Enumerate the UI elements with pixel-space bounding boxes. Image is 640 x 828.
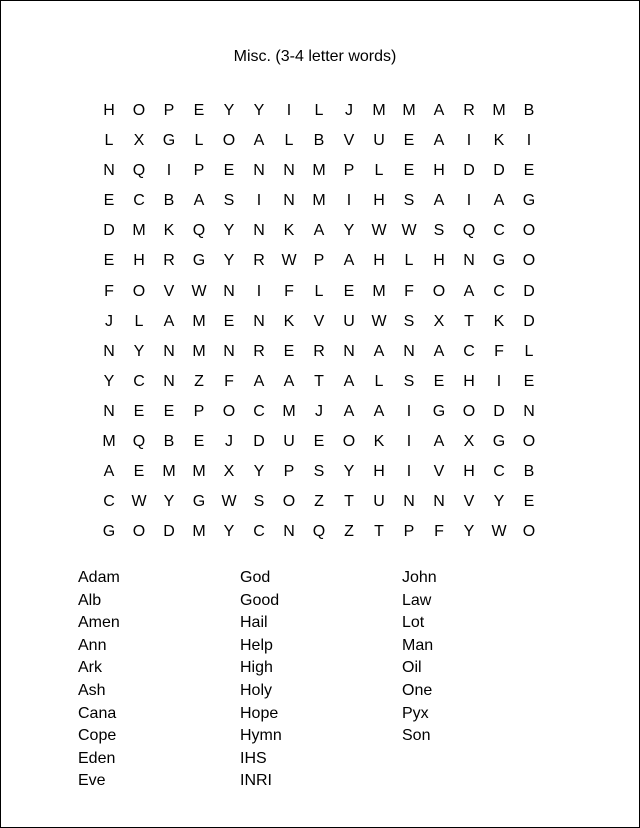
grid-letter: M bbox=[132, 222, 146, 240]
grid-letter: I bbox=[166, 162, 172, 180]
grid-letter: G bbox=[522, 192, 536, 210]
grid-letter: W bbox=[371, 312, 387, 330]
grid-letter: H bbox=[373, 192, 385, 210]
grid-letter: U bbox=[343, 312, 355, 330]
word-list-item: Law bbox=[402, 591, 432, 609]
grid-letter: L bbox=[374, 162, 384, 180]
grid-letter: O bbox=[222, 402, 236, 420]
grid-letter: M bbox=[312, 192, 326, 210]
grid-letter: E bbox=[313, 433, 325, 451]
word-list-item: Ann bbox=[78, 636, 107, 654]
grid-letter: Y bbox=[223, 222, 235, 240]
grid-letter: L bbox=[524, 342, 534, 360]
grid-letter: N bbox=[403, 493, 415, 511]
grid-letter: K bbox=[163, 222, 175, 240]
grid-letter: T bbox=[314, 372, 324, 390]
grid-row bbox=[94, 130, 544, 160]
grid-letter: O bbox=[222, 132, 236, 150]
word-list-item: Ash bbox=[78, 681, 106, 699]
grid-letter: C bbox=[133, 192, 145, 210]
grid-letter: E bbox=[133, 402, 145, 420]
grid-letter: D bbox=[103, 222, 115, 240]
grid-letter: E bbox=[403, 162, 415, 180]
grid-letter: A bbox=[373, 342, 385, 360]
grid-letter: N bbox=[253, 222, 265, 240]
word-list-item: Hope bbox=[240, 704, 279, 722]
grid-letter: I bbox=[406, 402, 412, 420]
word-list-item: Holy bbox=[240, 681, 273, 699]
grid-letter: K bbox=[283, 222, 295, 240]
grid-letter: H bbox=[433, 252, 445, 270]
grid-letter: G bbox=[192, 493, 206, 511]
grid-letter: H bbox=[373, 252, 385, 270]
grid-letter: N bbox=[283, 192, 295, 210]
grid-letter: C bbox=[253, 402, 265, 420]
grid-letter: O bbox=[522, 252, 536, 270]
grid-letter: P bbox=[403, 523, 415, 541]
grid-letter: E bbox=[223, 162, 235, 180]
grid-letter: N bbox=[223, 342, 235, 360]
grid-letter: N bbox=[103, 402, 115, 420]
grid-letter: H bbox=[433, 162, 445, 180]
grid-letter: V bbox=[433, 463, 445, 481]
grid-letter: D bbox=[523, 282, 535, 300]
grid-letter: P bbox=[193, 162, 205, 180]
grid-letter: R bbox=[463, 102, 475, 119]
grid-row bbox=[94, 281, 544, 311]
grid-letter: G bbox=[102, 523, 116, 541]
grid-letter: O bbox=[522, 222, 536, 240]
grid-letter: M bbox=[192, 523, 206, 541]
grid-letter: A bbox=[433, 102, 445, 119]
grid-letter: O bbox=[132, 102, 146, 119]
grid-letter: V bbox=[163, 282, 175, 300]
grid-letter: I bbox=[496, 372, 502, 390]
grid-letter: A bbox=[373, 402, 385, 420]
grid-letter: Y bbox=[223, 102, 235, 119]
grid-letter: D bbox=[493, 162, 505, 180]
grid-row bbox=[94, 521, 544, 551]
grid-letter: M bbox=[372, 102, 386, 119]
grid-letter: S bbox=[403, 192, 415, 210]
grid-letter: E bbox=[193, 433, 205, 451]
grid-letter: K bbox=[283, 312, 295, 330]
grid-letter: Y bbox=[253, 102, 265, 119]
grid-letter: O bbox=[462, 402, 476, 420]
grid-letter: O bbox=[132, 523, 146, 541]
grid-letter: B bbox=[163, 433, 175, 451]
grid-letter: M bbox=[402, 102, 416, 119]
grid-letter: Y bbox=[223, 523, 235, 541]
grid-letter: W bbox=[281, 252, 297, 270]
grid-letter: T bbox=[344, 493, 354, 511]
grid-letter: Z bbox=[194, 372, 204, 390]
word-list-column-2 bbox=[240, 567, 282, 793]
grid-letter: I bbox=[466, 132, 472, 150]
grid-letter: V bbox=[313, 312, 325, 330]
grid-letter: I bbox=[256, 192, 262, 210]
grid-row bbox=[94, 431, 544, 461]
grid-letter: C bbox=[133, 372, 145, 390]
grid-letter: E bbox=[103, 252, 115, 270]
grid-letter: A bbox=[343, 402, 355, 420]
grid-letter: Y bbox=[463, 523, 475, 541]
grid-letter: I bbox=[406, 463, 412, 481]
grid-letter: N bbox=[463, 252, 475, 270]
grid-letter: M bbox=[192, 463, 206, 481]
grid-letter: M bbox=[192, 312, 206, 330]
grid-row bbox=[94, 100, 544, 130]
grid-letter: I bbox=[256, 282, 262, 300]
word-list-item: John bbox=[402, 569, 437, 586]
grid-letter: J bbox=[345, 102, 353, 119]
grid-letter: A bbox=[313, 222, 325, 240]
word-list-item: INRI bbox=[240, 772, 272, 790]
grid-letter: N bbox=[403, 342, 415, 360]
grid-letter: Q bbox=[192, 222, 206, 240]
grid-letter: F bbox=[224, 372, 234, 390]
grid-letter: H bbox=[463, 463, 475, 481]
grid-letter: W bbox=[491, 523, 507, 541]
grid-letter: N bbox=[103, 162, 115, 180]
word-list-item: Adam bbox=[78, 569, 120, 586]
grid-letter: N bbox=[103, 342, 115, 360]
grid-row bbox=[94, 160, 544, 190]
grid-letter: J bbox=[105, 312, 113, 330]
grid-letter: L bbox=[284, 132, 294, 150]
grid-letter: O bbox=[522, 523, 536, 541]
grid-letter: D bbox=[463, 162, 475, 180]
word-list-item: Ark bbox=[78, 659, 102, 677]
grid-letter: N bbox=[523, 402, 535, 420]
grid-row bbox=[94, 491, 544, 521]
puzzle-title: Misc. (3-4 letter words) bbox=[233, 48, 397, 65]
grid-letter: P bbox=[283, 463, 295, 481]
grid-letter: C bbox=[103, 493, 115, 511]
grid-letter: Y bbox=[343, 463, 355, 481]
grid-letter: D bbox=[253, 433, 265, 451]
grid-letter: A bbox=[433, 433, 445, 451]
grid-row bbox=[94, 220, 544, 250]
grid-letter: N bbox=[283, 523, 295, 541]
grid-letter: Z bbox=[314, 493, 324, 511]
grid-letter: H bbox=[373, 463, 385, 481]
grid-letter: E bbox=[103, 192, 115, 210]
grid-letter: V bbox=[343, 132, 355, 150]
grid-letter: J bbox=[315, 402, 323, 420]
grid-letter: Y bbox=[223, 252, 235, 270]
grid-letter: E bbox=[523, 493, 535, 511]
grid-row bbox=[94, 190, 544, 220]
grid-letter: N bbox=[343, 342, 355, 360]
grid-letter: E bbox=[133, 463, 145, 481]
word-list-item: Eve bbox=[78, 772, 106, 790]
grid-letter: E bbox=[163, 402, 175, 420]
grid-letter: X bbox=[133, 132, 145, 150]
grid-letter: Y bbox=[103, 372, 115, 390]
grid-letter: E bbox=[523, 162, 535, 180]
grid-letter: T bbox=[464, 312, 474, 330]
grid-row bbox=[94, 341, 544, 371]
word-list-item: Son bbox=[402, 727, 431, 745]
grid-letter: P bbox=[193, 402, 205, 420]
grid-letter: T bbox=[374, 523, 384, 541]
grid-letter: F bbox=[434, 523, 444, 541]
grid-letter: E bbox=[193, 102, 205, 119]
grid-letter: C bbox=[493, 463, 505, 481]
word-list-item: One bbox=[402, 681, 433, 699]
grid-letter: M bbox=[312, 162, 326, 180]
grid-letter: H bbox=[103, 102, 115, 119]
grid-letter: S bbox=[253, 493, 265, 511]
grid-letter: B bbox=[523, 463, 535, 481]
grid-letter: N bbox=[163, 372, 175, 390]
grid-letter: E bbox=[433, 372, 445, 390]
grid-letter: I bbox=[466, 192, 472, 210]
word-list-item: Hymn bbox=[240, 727, 282, 745]
grid-row bbox=[94, 371, 544, 401]
grid-letter: N bbox=[253, 162, 265, 180]
grid-letter: Y bbox=[133, 342, 145, 360]
word-list-item: Pyx bbox=[402, 704, 429, 722]
grid-letter: X bbox=[433, 312, 445, 330]
grid-letter: V bbox=[463, 493, 475, 511]
grid-letter: A bbox=[343, 252, 355, 270]
grid-letter: O bbox=[432, 282, 446, 300]
grid-row bbox=[94, 401, 544, 431]
grid-letter: C bbox=[493, 282, 505, 300]
grid-letter: I bbox=[346, 192, 352, 210]
grid-letter: U bbox=[283, 433, 295, 451]
grid-letter: Z bbox=[344, 523, 354, 541]
grid-letter: S bbox=[433, 222, 445, 240]
grid-letter: F bbox=[284, 282, 294, 300]
word-list-item: Hail bbox=[240, 614, 268, 632]
word-list-item: IHS bbox=[240, 749, 267, 767]
grid-letter: B bbox=[523, 102, 535, 119]
grid-letter: A bbox=[163, 312, 175, 330]
grid-letter: B bbox=[163, 192, 175, 210]
grid-letter: Y bbox=[163, 493, 175, 511]
grid-letter: N bbox=[283, 162, 295, 180]
grid-letter: E bbox=[283, 342, 295, 360]
grid-letter: U bbox=[373, 132, 385, 150]
word-list-item: Amen bbox=[78, 614, 120, 632]
grid-row bbox=[94, 250, 544, 280]
grid-letter: Y bbox=[343, 222, 355, 240]
grid-letter: A bbox=[343, 372, 355, 390]
grid-letter: A bbox=[283, 372, 295, 390]
grid-letter: N bbox=[223, 282, 235, 300]
word-list-column-1 bbox=[78, 567, 120, 793]
grid-letter: M bbox=[162, 463, 176, 481]
grid-letter: F bbox=[404, 282, 414, 300]
grid-letter: Q bbox=[132, 433, 146, 451]
grid-letter: K bbox=[493, 312, 505, 330]
grid-letter: E bbox=[343, 282, 355, 300]
grid-letter: Q bbox=[132, 162, 146, 180]
grid-letter: H bbox=[463, 372, 475, 390]
grid-letter: R bbox=[253, 342, 265, 360]
grid-letter: A bbox=[433, 132, 445, 150]
grid-letter: A bbox=[193, 192, 205, 210]
grid-letter: G bbox=[492, 252, 506, 270]
grid-row bbox=[94, 461, 544, 491]
grid-letter: L bbox=[314, 282, 324, 300]
grid-letter: R bbox=[163, 252, 175, 270]
grid-letter: B bbox=[313, 132, 325, 150]
grid-letter: W bbox=[221, 493, 237, 511]
grid-letter: A bbox=[493, 192, 505, 210]
grid-letter: D bbox=[163, 523, 175, 541]
grid-letter: Y bbox=[493, 493, 505, 511]
grid-letter: R bbox=[313, 342, 325, 360]
letter-grid bbox=[94, 100, 544, 551]
grid-letter: I bbox=[526, 132, 532, 150]
grid-letter: L bbox=[104, 132, 114, 150]
grid-letter: L bbox=[374, 372, 384, 390]
grid-letter: L bbox=[404, 252, 414, 270]
grid-letter: H bbox=[133, 252, 145, 270]
word-list-item: Oil bbox=[402, 659, 422, 677]
grid-letter: K bbox=[493, 132, 505, 150]
grid-letter: O bbox=[132, 282, 146, 300]
grid-letter: J bbox=[225, 433, 233, 451]
grid-letter: F bbox=[494, 342, 504, 360]
word-list-item: Lot bbox=[402, 614, 425, 632]
grid-letter: C bbox=[493, 222, 505, 240]
word-list-item: God bbox=[240, 569, 271, 586]
word-list-item: Cana bbox=[78, 704, 117, 722]
grid-letter: A bbox=[433, 342, 445, 360]
grid-letter: A bbox=[103, 463, 115, 481]
grid-letter: E bbox=[523, 372, 535, 390]
grid-letter: S bbox=[313, 463, 325, 481]
grid-letter: L bbox=[134, 312, 144, 330]
grid-letter: N bbox=[163, 342, 175, 360]
grid-letter: K bbox=[373, 433, 385, 451]
grid-letter: W bbox=[401, 222, 417, 240]
grid-letter: W bbox=[131, 493, 147, 511]
grid-letter: N bbox=[253, 312, 265, 330]
grid-letter: M bbox=[282, 402, 296, 420]
grid-letter: E bbox=[403, 132, 415, 150]
grid-letter: O bbox=[282, 493, 296, 511]
grid-letter: M bbox=[492, 102, 506, 119]
grid-letter: X bbox=[223, 463, 235, 481]
grid-letter: Q bbox=[462, 222, 476, 240]
grid-letter: G bbox=[192, 252, 206, 270]
word-list-item: Alb bbox=[78, 591, 102, 609]
grid-letter: O bbox=[342, 433, 356, 451]
grid-letter: N bbox=[433, 493, 445, 511]
grid-letter: R bbox=[253, 252, 265, 270]
word-list-item: Good bbox=[240, 591, 280, 609]
grid-letter: S bbox=[403, 372, 415, 390]
grid-letter: L bbox=[314, 102, 324, 119]
grid-letter: C bbox=[253, 523, 265, 541]
grid-letter: W bbox=[371, 222, 387, 240]
word-list-item: Help bbox=[240, 636, 273, 654]
grid-row bbox=[94, 311, 544, 341]
grid-letter: M bbox=[192, 342, 206, 360]
grid-letter: X bbox=[463, 433, 475, 451]
grid-letter: G bbox=[162, 132, 176, 150]
grid-letter: Q bbox=[312, 523, 326, 541]
grid-letter: A bbox=[253, 372, 265, 390]
grid-letter: D bbox=[493, 402, 505, 420]
word-list-item: Cope bbox=[78, 727, 117, 745]
grid-letter: I bbox=[406, 433, 412, 451]
grid-letter: S bbox=[403, 312, 415, 330]
grid-letter: I bbox=[286, 102, 292, 119]
grid-letter: E bbox=[223, 312, 235, 330]
grid-letter: G bbox=[492, 433, 506, 451]
grid-letter: P bbox=[163, 102, 175, 119]
grid-letter: U bbox=[373, 493, 385, 511]
word-list-item: High bbox=[240, 659, 273, 677]
grid-letter: A bbox=[433, 192, 445, 210]
grid-letter: F bbox=[104, 282, 114, 300]
grid-letter: M bbox=[372, 282, 386, 300]
word-list-item: Man bbox=[402, 636, 434, 654]
grid-letter: Y bbox=[253, 463, 265, 481]
word-list-item: Eden bbox=[78, 749, 116, 767]
grid-letter: P bbox=[313, 252, 325, 270]
grid-letter: S bbox=[223, 192, 235, 210]
grid-letter: A bbox=[253, 132, 265, 150]
word-list-column-3 bbox=[402, 567, 437, 748]
grid-letter: O bbox=[522, 433, 536, 451]
grid-letter: L bbox=[194, 132, 204, 150]
grid-letter: W bbox=[191, 282, 207, 300]
grid-letter: M bbox=[102, 433, 116, 451]
grid-letter: G bbox=[432, 402, 446, 420]
grid-letter: A bbox=[463, 282, 475, 300]
grid-letter: P bbox=[343, 162, 355, 180]
grid-letter: D bbox=[523, 312, 535, 330]
grid-letter: C bbox=[463, 342, 475, 360]
